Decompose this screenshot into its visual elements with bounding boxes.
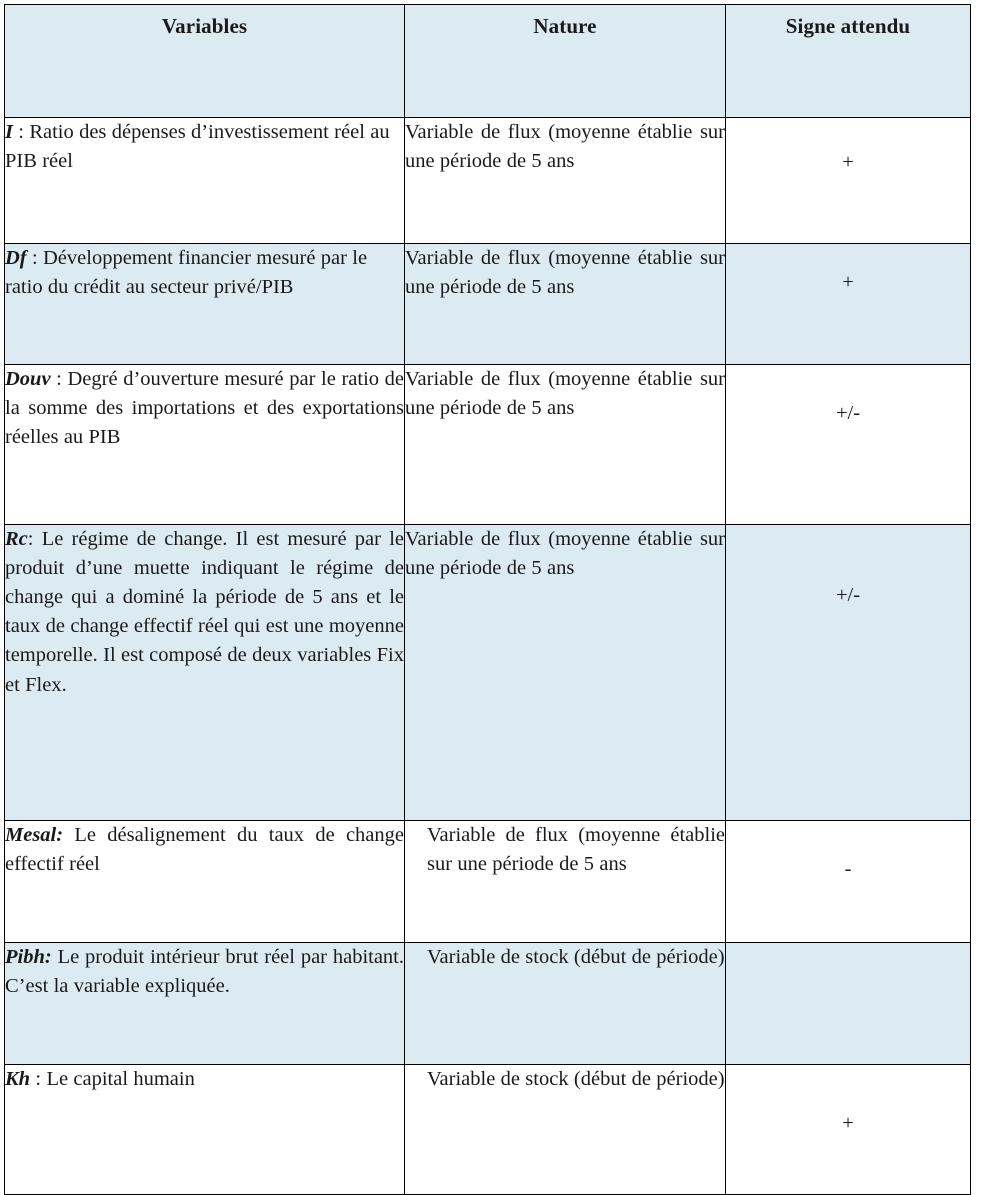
variable-description <box>5 365 404 452</box>
variable-description <box>5 118 404 176</box>
nature-cell <box>405 244 726 365</box>
column-header-nature <box>405 5 726 118</box>
column-header-signe-attendu <box>726 5 971 118</box>
sign-value: - <box>844 858 852 880</box>
table-row <box>5 525 971 821</box>
variable-text: Le désalignement du taux de change effectif réel <box>5 824 405 876</box>
nature-text: Variable de stock (début de période) <box>427 946 725 968</box>
nature-text: Variable de flux (moyenne établie sur une période de 5 ans <box>405 528 725 580</box>
sign-cell <box>726 821 971 943</box>
sign-cell <box>726 525 971 821</box>
variable-symbol: Mesal: <box>5 824 64 846</box>
variable-text: Ratio des dépenses d’investissement réel au PIB réel <box>5 121 390 173</box>
sign-value: + <box>842 271 854 293</box>
table-header <box>5 5 971 118</box>
sign-cell <box>726 365 971 525</box>
nature-cell <box>405 821 726 943</box>
nature-cell <box>405 943 726 1065</box>
header-row <box>5 5 971 118</box>
nature-cell <box>405 1065 726 1195</box>
nature-cell <box>405 365 726 525</box>
variable-separator: : <box>26 247 43 269</box>
variables-definition-table <box>4 4 971 1195</box>
nature-text: Variable de flux (moyenne établie sur une période de 5 ans <box>405 368 725 420</box>
nature-cell <box>405 118 726 244</box>
variable-description <box>5 821 404 879</box>
variable-separator <box>63 824 74 846</box>
sign-value: + <box>842 151 854 173</box>
variable-symbol: Rc <box>5 528 28 550</box>
variable-symbol: Pibh: <box>5 946 52 968</box>
variable-cell <box>5 943 405 1065</box>
variable-separator: : <box>27 528 42 550</box>
variable-text: Degré d’ouverture mesuré par le ratio de la somme des importations et des exportations réelles au PIB <box>5 368 404 449</box>
nature-text: Variable de flux (moyenne établie sur une période de 5 ans <box>405 121 725 173</box>
variable-text: Le produit intérieur brut réel par habitant. C’est la variable expliquée. <box>5 946 405 998</box>
sign-cell <box>726 1065 971 1195</box>
table-row <box>5 943 971 1065</box>
variable-cell <box>5 525 405 821</box>
nature-text: Variable de flux (moyenne établie sur une période de 5 ans <box>405 247 725 299</box>
sign-value: + <box>842 1112 854 1134</box>
sign-cell <box>726 244 971 365</box>
variable-cell <box>5 118 405 244</box>
variable-cell <box>5 365 405 525</box>
variable-description <box>5 1065 404 1094</box>
variable-text: Le régime de change. Il est mesuré par le produit d’une muette indiquant le régime de change qui a dominé la période de 5 ans et le taux de change effectif réel qui est une moyenne temporelle. Il est composé de deux variables Fix et Flex. <box>5 528 404 696</box>
sign-value: +/- <box>835 584 861 606</box>
column-header-signe-attendu-label: Signe attendu <box>785 14 911 38</box>
table-row <box>5 365 971 525</box>
variable-description <box>5 943 404 1001</box>
table-body <box>5 118 971 1195</box>
sign-value: +/- <box>835 402 861 424</box>
nature-text: Variable de stock (début de période) <box>427 1068 725 1090</box>
column-header-variables-label: Variables <box>161 14 248 38</box>
table-row <box>5 1065 971 1195</box>
variable-separator: : <box>30 1068 47 1090</box>
variable-description <box>5 244 404 302</box>
variable-symbol: Douv <box>5 368 51 390</box>
variable-symbol: Kh <box>5 1068 31 1090</box>
sign-cell <box>726 118 971 244</box>
variable-cell <box>5 1065 405 1195</box>
table-row <box>5 821 971 943</box>
nature-text: Variable de flux (moyenne établie sur une période de 5 ans <box>427 824 725 876</box>
variable-description <box>5 525 404 700</box>
variable-symbol: Df <box>5 247 27 269</box>
column-header-variables <box>5 5 405 118</box>
sign-cell <box>726 943 971 1065</box>
variable-cell <box>5 244 405 365</box>
variable-text: Développement financier mesuré par le ratio du crédit au secteur privé/PIB <box>5 247 368 299</box>
variable-separator: : <box>12 121 30 143</box>
variable-text: Le capital humain <box>46 1068 195 1090</box>
variable-symbol: I <box>5 121 13 143</box>
table-row <box>5 244 971 365</box>
variable-cell <box>5 821 405 943</box>
column-header-nature-label: Nature <box>533 14 597 38</box>
variable-separator: : <box>50 368 68 390</box>
nature-cell <box>405 525 726 821</box>
table-row <box>5 118 971 244</box>
